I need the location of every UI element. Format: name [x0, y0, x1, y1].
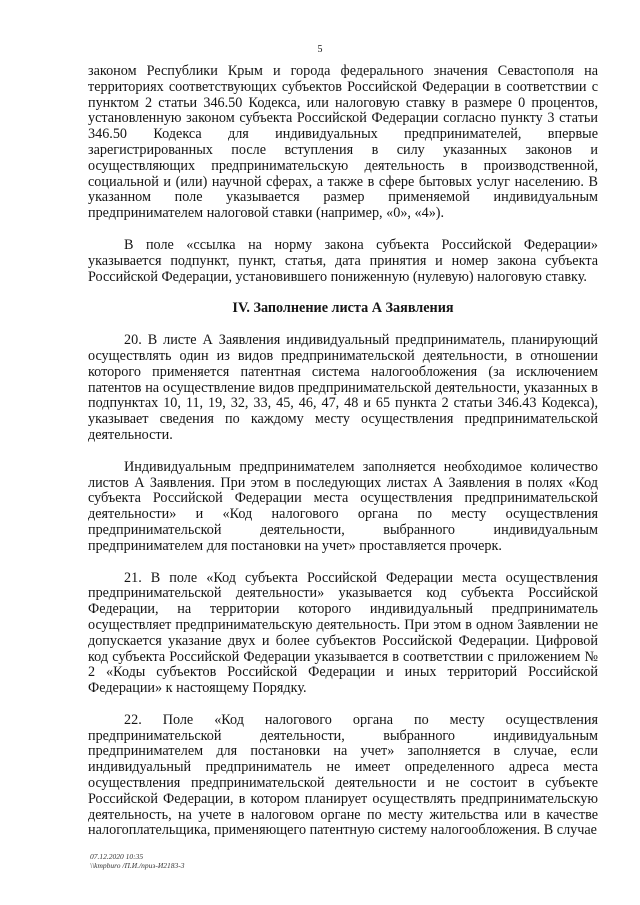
- document-body: [88, 64, 598, 839]
- footer-timestamp: 07.12.2020 10:35: [90, 852, 144, 861]
- paragraph-sheets-count: Индивидуальным предпринимателем заполняется необходимое количество листов А Заявления. При этом в последующих листах А Заявления в полях «Код субъекта Российской Федерации места осуществления предпринимательской деятельности» и «Код налогового органа по месту осуществления предпринимательской деятельности, выбранного индивидуальным предпринимателем для постановки на учет» проставляется прочерк.: [88, 458, 598, 554]
- paragraph-21: 21. В поле «Код субъекта Российской Федерации места осуществления предпринимательской деятельности» указывается код субъекта Российской Федерации, на территории которого индивидуальный предприниматель осуществляет предпринимательскую деятельность. При этом в одном Заявлении не допускается указание двух и более субъектов Российской Федерации. Цифровой код субъекта Российской Федерации указывается в соответствии с приложением № 2 «Коды субъектов Российской Федерации и иных территорий Российской Федерации» к настоящему Порядку.: [88, 569, 598, 697]
- footer-file-path: \\kmpburo /П.И./приз-И2183-3: [90, 861, 185, 870]
- page-number: 5: [317, 44, 323, 55]
- paragraph-22: 22. Поле «Код налогового органа по месту осуществления предпринимательской деятельности, выбранного индивидуальным предпринимателем для постановки на учет» заполняется в случае, если индивидуальный предприниматель не имеет определенного адреса места осуществления предпринимательской деятельности и не состоит в субъекте Российской Федерации, в котором планирует осуществлять предпринимательскую деятельность, на учете в налоговом органе по месту жительства или в качестве налогоплательщика, применяющего патентную систему налогообложения. В случае: [88, 711, 598, 839]
- paragraph-20: 20. В листе А Заявления индивидуальный предприниматель, планирующий осуществлять один из видов предпринимательской деятельности, в отношении которого применяется патентная система налогообложения (за исключением патентов на осуществление видов предпринимательской деятельности, указанных в подпунктах 10, 11, 19, 32, 33, 45, 46, 47, 48 и 65 пункта 2 статьи 346.43 Кодекса), указывает сведения по каждому месту осуществления предпринимательской деятельности.: [88, 332, 598, 443]
- section-heading: IV. Заполнение листа А Заявления: [232, 300, 454, 317]
- footer-stamp: [90, 852, 185, 870]
- paragraph-law-reference: В поле «ссылка на норму закона субъекта Российской Федерации» указывается подпункт, пункт, статья, дата принятия и номер закона субъекта Российской Федерации, установившего пониженную (нулевую) налоговую ставку.: [88, 236, 598, 285]
- paragraph-tax-rate: законом Республики Крым и города федерального значения Севастополя на территориях соответствующих субъектов Российской Федерации в соответствии с пунктом 2 статьи 346.50 Кодекса, или налоговую ставку в размере 0 процентов, установленную законом субъекта Российской Федерации согласно пункту 3 статьи 346.50 Кодекса для индивидуальных предпринимателей, впервые зарегистрированных после вступления в силу указанных законов и осуществляющих предпринимательскую деятельность в производственной, социальной и (или) научной сферах, а также в сфере бытовых услуг населению. В указанном поле указывается размер применяемой индивидуальным предпринимателем налоговой ставки (например, «0», «4»).: [88, 63, 598, 222]
